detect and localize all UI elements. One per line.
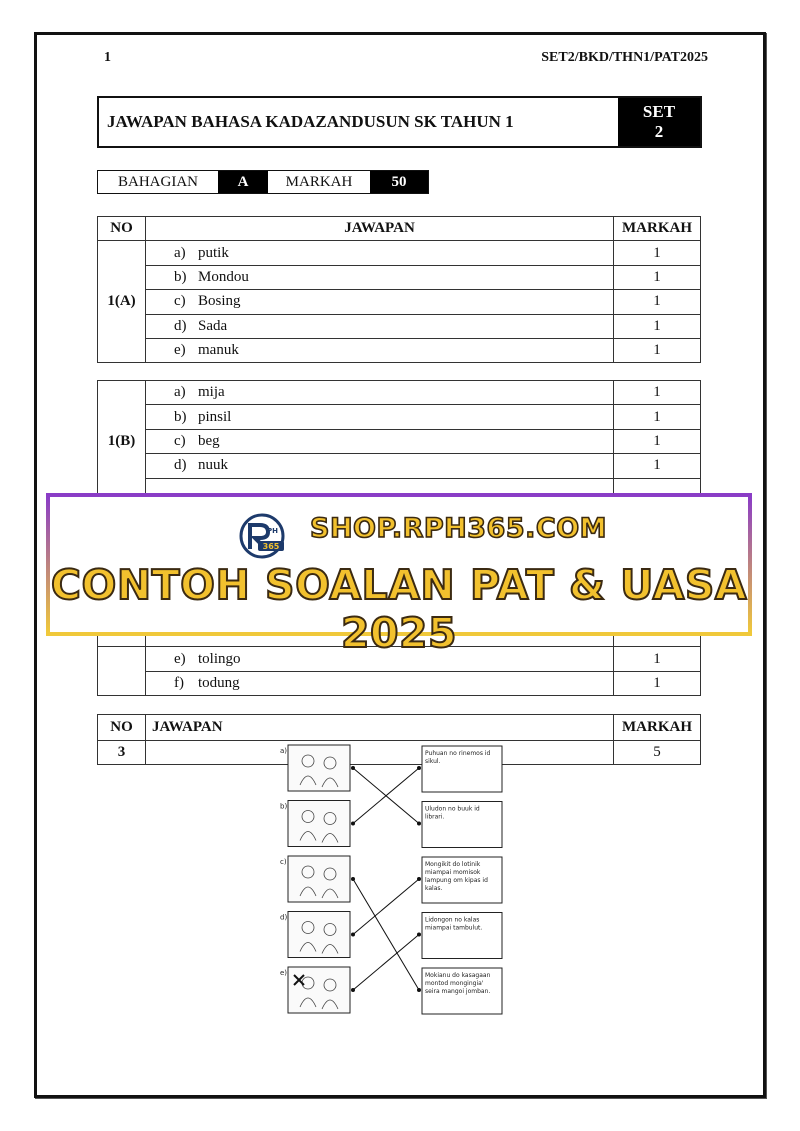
sentence-text: Mongikit do lotinik miampai momisok lampung om kipas id kalas. bbox=[425, 861, 488, 892]
table-row bbox=[98, 241, 701, 265]
question-number: 3 bbox=[98, 741, 146, 765]
answer-cell: a) mija bbox=[146, 381, 614, 405]
mark-cell: 1 bbox=[614, 290, 701, 314]
promo-banner bbox=[46, 493, 752, 657]
table-row bbox=[98, 338, 701, 362]
page-number: 1 bbox=[104, 50, 111, 65]
table-row bbox=[98, 381, 701, 405]
mark-cell: 1 bbox=[614, 381, 701, 405]
table-row bbox=[98, 429, 701, 453]
answer-cell: c) beg bbox=[146, 429, 614, 453]
set-label: SET bbox=[642, 102, 676, 121]
question-number: 1(B) bbox=[98, 381, 146, 503]
mark-cell: 5 bbox=[614, 741, 701, 765]
mark-cell: 1 bbox=[614, 454, 701, 478]
picture-label: a) bbox=[280, 747, 288, 755]
header-answer: JAWAPAN bbox=[146, 217, 614, 241]
header-no: NO bbox=[98, 715, 146, 741]
match-line bbox=[353, 879, 419, 935]
picture-box bbox=[288, 856, 350, 902]
mark-cell: 1 bbox=[614, 405, 701, 429]
answer-cell: d) nuuk bbox=[146, 454, 614, 478]
picture-label: e) bbox=[280, 969, 288, 977]
table-row bbox=[98, 671, 701, 695]
answer-cell: e) manuk bbox=[146, 338, 614, 362]
picture-label: b) bbox=[280, 802, 288, 811]
answer-cell: f) todung bbox=[146, 671, 614, 695]
mark-cell: 1 bbox=[614, 671, 701, 695]
header-marks: MARKAH bbox=[614, 217, 701, 241]
table-row bbox=[98, 405, 701, 429]
match-line bbox=[353, 879, 419, 990]
answer-cell: b) pinsil bbox=[146, 405, 614, 429]
question-number: 1(A) bbox=[98, 241, 146, 363]
table-row bbox=[98, 265, 701, 289]
table-row bbox=[98, 741, 701, 765]
answer-table-1b bbox=[97, 380, 701, 503]
table-row bbox=[98, 290, 701, 314]
section-marks-value: 50 bbox=[370, 171, 428, 193]
mark-cell: 1 bbox=[614, 429, 701, 453]
mark-cell: 1 bbox=[614, 241, 701, 265]
picture-box bbox=[288, 745, 350, 791]
rph365-logo-icon bbox=[236, 513, 288, 559]
picture-box bbox=[288, 912, 350, 958]
picture-label: c) bbox=[280, 858, 287, 866]
answer-cell: d) Sada bbox=[146, 314, 614, 338]
set-badge bbox=[618, 98, 700, 146]
match-line bbox=[353, 935, 419, 991]
matching-exercise bbox=[146, 741, 614, 995]
table-row bbox=[98, 454, 701, 478]
sentence-text: Uludon no buuk id librari. bbox=[425, 805, 480, 821]
document-title: JAWAPAN BAHASA KADAZANDUSUN SK TAHUN 1 bbox=[107, 112, 514, 131]
table-row bbox=[98, 314, 701, 338]
picture-box bbox=[288, 801, 350, 847]
sentence-text: Lidongon no kalas miampai tambulut. bbox=[425, 916, 483, 932]
sentence-text: Mokianu do kasagaan montod mongingia' seira mangoi jomban. bbox=[425, 972, 491, 995]
section-label: BAHAGIAN bbox=[118, 173, 198, 190]
svg-text:365: 365 bbox=[262, 542, 280, 551]
mark-cell: 1 bbox=[614, 338, 701, 362]
banner-headline: CONTOH SOALAN PAT & UASA 2025 bbox=[50, 561, 748, 657]
picture-box bbox=[288, 967, 350, 1013]
header-no: NO bbox=[98, 217, 146, 241]
sentence-text: Puhuan no rinemos id sikul. bbox=[425, 750, 491, 765]
mark-cell: 1 bbox=[614, 647, 701, 671]
answer-cell: c) Bosing bbox=[146, 290, 614, 314]
answer-table-1a bbox=[97, 216, 701, 363]
answer-table-3 bbox=[97, 714, 701, 995]
answer-cell: a) putik bbox=[146, 241, 614, 265]
mark-cell: 1 bbox=[614, 314, 701, 338]
shop-url[interactable]: SHOP.RPH365.COM bbox=[310, 513, 608, 544]
section-marks-label: MARKAH bbox=[285, 173, 353, 190]
answer-cell: e) tolingo bbox=[146, 647, 614, 671]
section-bar bbox=[97, 170, 429, 194]
section-value: A bbox=[218, 171, 268, 193]
answer-cell: b) Mondou bbox=[146, 265, 614, 289]
svg-text:PH: PH bbox=[267, 527, 278, 535]
document-code: SET2/BKD/THN1/PAT2025 bbox=[541, 50, 708, 65]
set-number: 2 bbox=[654, 122, 664, 141]
table-header-row bbox=[98, 217, 701, 241]
header-answer: JAWAPAN bbox=[146, 715, 614, 741]
title-box bbox=[97, 96, 702, 148]
header-marks: MARKAH bbox=[614, 715, 701, 741]
mark-cell: 1 bbox=[614, 265, 701, 289]
table-header-row bbox=[98, 715, 701, 741]
matching-diagram bbox=[146, 741, 614, 1019]
picture-label: d) bbox=[280, 913, 288, 922]
